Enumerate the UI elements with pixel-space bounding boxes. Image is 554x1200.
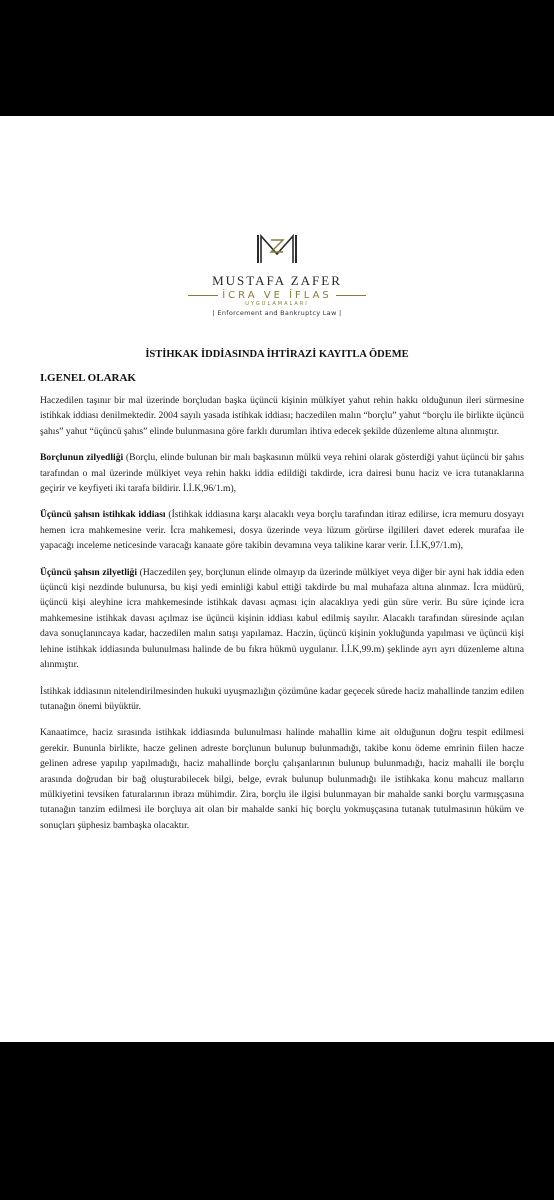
document-title: İSTİHKAK İDDİASINDA İHTİRAZİ KAYITLA ÖDEME [145, 349, 409, 360]
paragraph: İstihkak iddiasının nitelendirilmesinden hukuki uyuşmazlığın çözümüne kadar geçecek sürede haciz mahallinde tanzim edilen tutanağın önemi büyüktür. [40, 685, 524, 712]
document-page [0, 116, 554, 1042]
brand-subtitle [0, 290, 554, 301]
paragraph-text: (İstihkak iddiasına karşı alacaklı veya borçlu tarafından itiraz edilirse, icra memuru dosyayı hemen icra mahkemesine verir. İcra mahkemesi, dosya üzerinde veya lüzum görürse ilgilileri davet ederek murafaa ile yapacağı inceleme neticesinde varacağı kanaate göre takibin devamına veya talikine karar verir. İ.İ.K,97/1.m), [40, 509, 524, 552]
divider [336, 295, 366, 296]
divider [188, 295, 218, 296]
paragraph: Kanaatimce, haciz sırasında istihkak iddiasında bulunulması halinde mahallin kime ait olduğunun doğru tespit edilmesi gerekir. Bununla birlikte, hacze gelinen adreste borçlunun bulunup bulunmadığı, takibe konu ödeme emrinin fiilen hacze gelinen adrese yapılıp yapılmadığı, haciz mahallinde borçlu çalışanlarının bulunup bulunmadığı, haciz mahalli ile borçlu arasında doğrudan bir bağ oluşturabilecek bilgi, belge, evrak bulunup bulunmadığı ile istihkaka konu mahcuz malların mülkiyetini tevsiken faturalarının ibrazı mühimdir. Zira, borçlu ile ilgisi bulunmayan bir mahalde sanki borçlu varmışçasına tutanağın tanzim edilmesi ile borçluya ait olan bir mahalde sanki hiç borçlu yokmuşçasına tutanak tutulmasının hüküm ve sonuçları şüphesiz bambaşka olacaktır. [40, 727, 524, 831]
term: Borçlunun zilyedliği [40, 452, 124, 464]
brand-subtitle-2: UYGULAMALARI [245, 301, 309, 307]
brand-logo [0, 232, 554, 317]
paragraph [40, 507, 524, 553]
monogram-icon [255, 232, 299, 266]
brand-tagline: | Enforcement and Bankruptcy Law | [212, 309, 342, 317]
paragraph-text: (Borçlu, elinde bulunan bir malı başkasının mülkü veya rehini olarak gösterdiği yahut üçüncü bir şahıs tarafından o mal üzerinde mülkiyet veya rehin hakkı iddia edildiği takdirde, icra dairesi bunu haciz ve icra tutanaklarına geçirir ve keyfiyeti iki tarafa bildirir. İ.İ.K,96/1.m), [40, 452, 524, 495]
term: Üçüncü şahsın zilyetliği [40, 566, 138, 578]
term: Üçüncü şahsın istihkak iddiası [40, 509, 166, 521]
paragraph [40, 450, 524, 496]
paragraph-text: (Haczedilen şey, borçlunun elinde olmayıp da üzerinde mülkiyet veya diğer bir ayni hak iddia eden üçüncü kişi nezdinde bulunursa, bu kişi yedi eminliği kabul ettiği takdirde bu mal muhafaza altına alınmaz. İcra müdürü, üçüncü kişi aleyhine icra mahkemesinde istihkak davası açması için alacaklıya yedi gün süre verir. Bu süre içinde icra mahkemesine istihkak davası açılmaz ise üçüncü kişinin iddiası kabul edilmiş sayılır. Alacaklı tarafından süresinde açılan dava sonuçlanıncaya kadar, haczedilen malın satışı yapılamaz. Haczin, üçüncü kişinin yokluğunda yapılması ve üçüncü kişi lehine istihkak iddiasında bulunulması halinde de bu fıkra hükmü uygulanır. İ.İ.K,99.m) şeklinde ayrı ayrı düzenleme altına alınmıştır. [40, 566, 524, 671]
section-heading: I.GENEL OLARAK [40, 372, 136, 384]
brand-subtitle-text: İCRA VE İFLAS [222, 290, 332, 301]
paragraph: Haczedilen taşınır bir mal üzerinde borçludan başka üçüncü kişinin mülkiyet yahut rehin hakkı olduğunun ileri sürmesine istihkak iddiası denilmektedir. 2004 sayılı yasada istihkak iddiası; haczedilen malın “borçlu” yahut “borçlu ile birlikte üçüncü şahıs” yahut “üçüncü şahıs” elinde bulunmasına göre farklı durumları ihtiva edecek şekilde düzenleme altına alınmıştır. [40, 395, 524, 437]
brand-name: MUSTAFA ZAFER [212, 273, 342, 288]
document-body [40, 393, 524, 844]
paragraph [40, 565, 524, 673]
